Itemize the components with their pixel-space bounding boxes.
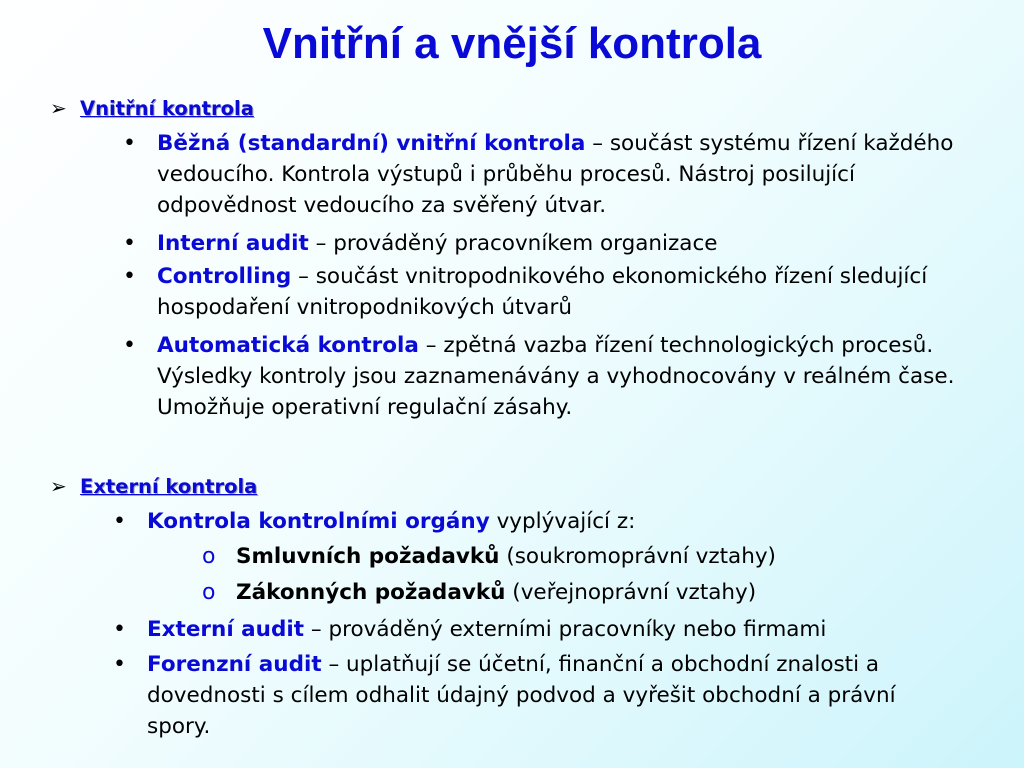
slide-title: Vnitřní a vnější kontrola bbox=[262, 19, 762, 68]
item-term: Interní audit bbox=[157, 231, 309, 256]
list-item bbox=[113, 506, 987, 537]
item-text: – součást systému řízení každého vedoucího. Kontrola výstupů i průběhu procesů. Nástroj posilující odpovědnost vedoucího za svěřený útvar. bbox=[157, 131, 954, 218]
list-item bbox=[113, 614, 987, 645]
dot-bullet-icon: • bbox=[123, 264, 136, 289]
list-item bbox=[113, 649, 907, 742]
section-external bbox=[50, 474, 257, 498]
dot-bullet-icon: • bbox=[113, 509, 126, 534]
item-text: – součást vnitropodnikového ekonomického řízení sledující hospodaření vnitropodnikových útvarů bbox=[157, 264, 928, 320]
item-text: vyplývající z: bbox=[489, 509, 636, 534]
list-item bbox=[123, 228, 997, 259]
sub-list-item bbox=[202, 577, 936, 608]
section-internal bbox=[50, 96, 254, 120]
item-text: – uplatňují se účetní, finanční a obchodní znalosti a dovednosti s cílem odhalit údajný podvod a vyřešit obchodní a právní spory. bbox=[147, 652, 896, 739]
list-item bbox=[123, 128, 997, 221]
item-term: Forenzní audit bbox=[147, 652, 322, 677]
section-label: Vnitřní kontrola bbox=[80, 97, 254, 120]
subitem-text: (veřejnoprávní vztahy) bbox=[505, 580, 757, 605]
dot-bullet-icon: • bbox=[123, 231, 136, 256]
subitem-term: Zákonných požadavků bbox=[236, 580, 506, 605]
item-term: Externí audit bbox=[147, 617, 305, 642]
subitem-text: (soukromoprávní vztahy) bbox=[499, 544, 776, 569]
item-text: – prováděný externími pracovníky nebo firmami bbox=[304, 617, 827, 642]
circle-bullet-icon: o bbox=[202, 580, 216, 605]
section-label: Externí kontrola bbox=[80, 475, 258, 498]
dot-bullet-icon: • bbox=[113, 652, 126, 677]
item-term: Běžná (standardní) vnitřní kontrola bbox=[157, 131, 586, 156]
sub-list-item bbox=[202, 541, 936, 572]
circle-bullet-icon: o bbox=[202, 544, 216, 569]
arrow-bullet-icon: ➢ bbox=[50, 96, 67, 120]
item-term: Controlling bbox=[157, 264, 292, 289]
item-term: Kontrola kontrolními orgány bbox=[147, 509, 490, 534]
arrow-bullet-icon: ➢ bbox=[50, 474, 67, 498]
item-term: Automatická kontrola bbox=[157, 333, 419, 358]
subitem-term: Smluvních požadavků bbox=[236, 544, 500, 569]
dot-bullet-icon: • bbox=[123, 333, 136, 358]
list-item bbox=[123, 330, 967, 423]
list-item bbox=[123, 261, 957, 323]
item-text: – zpětná vazba řízení technologických procesů. Výsledky kontroly jsou zaznamenávány a vyhodnocovány v reálném čase. Umožňuje operativní regulační zásahy. bbox=[157, 333, 955, 420]
item-text: – prováděný pracovníkem organizace bbox=[308, 231, 718, 256]
dot-bullet-icon: • bbox=[123, 131, 136, 156]
dot-bullet-icon: • bbox=[113, 617, 126, 642]
